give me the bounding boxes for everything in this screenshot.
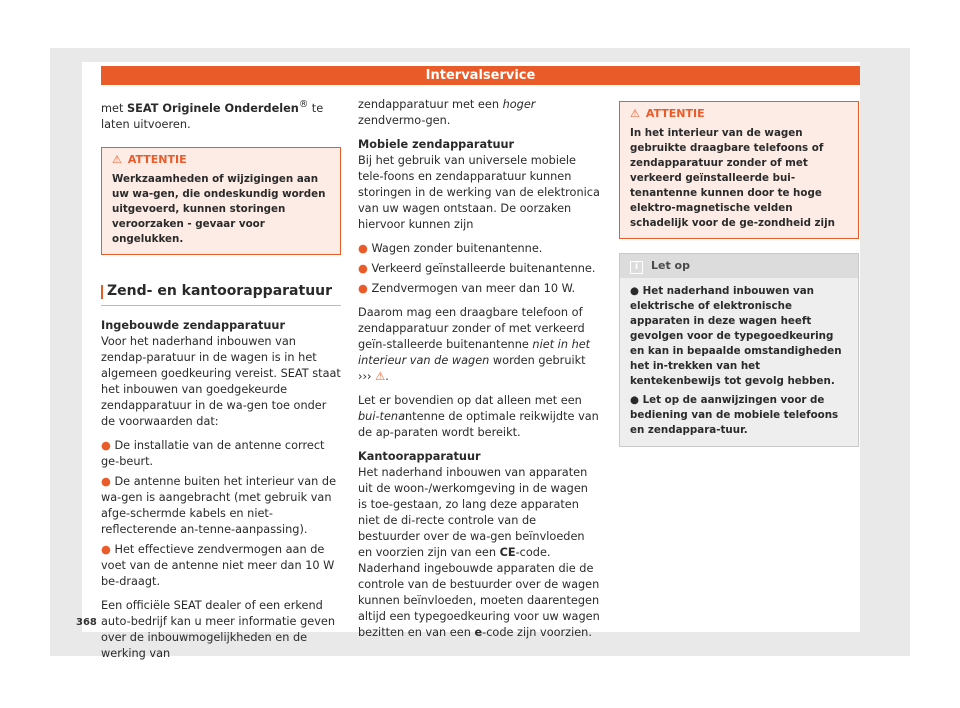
bullet-dot-icon: ● — [358, 282, 368, 295]
page-number: 368 — [76, 617, 97, 628]
paragraph-3 — [358, 393, 600, 441]
e-mark: e — [474, 626, 483, 639]
warning-title: ATTENTIE — [127, 152, 187, 166]
section-title — [101, 283, 341, 299]
ce-mark: CE — [499, 546, 516, 559]
bullet-item — [358, 261, 600, 277]
warning-header — [102, 148, 340, 170]
warning-header — [620, 102, 858, 124]
text: zendapparatuur met een — [358, 98, 503, 111]
text: Let er bovendien op dat alleen met een — [358, 394, 582, 407]
bullet-text: Wagen zonder buitenantenne. — [371, 242, 543, 255]
column-2 — [358, 97, 600, 649]
note-box — [619, 253, 859, 447]
bullet-text: Het effectieve zendvermogen aan de voet van de antenne niet meer dan 10 W be-draagt. — [101, 542, 335, 588]
bullet-dot-icon: ● — [630, 394, 639, 406]
bullet-item — [101, 438, 341, 470]
bullet-item — [358, 241, 600, 257]
note-bullet-text: Het naderhand inbouwen van elektrische of elektronische apparaten in deze wagen heeft gevolgen voor de typegoedkeuring en kan in bepaalde omstandigheden het in-trekken van het kentekenbewijs tot gevolg hebben. — [630, 285, 842, 387]
warning-box-2 — [619, 101, 859, 239]
subheading-ingebouwde: Ingebouwde zendapparatuur — [101, 318, 286, 332]
text: zendvermo-gen. — [358, 114, 451, 127]
paragraph-2: Een officiële SEAT dealer of een erkend auto-bedrijf kan u meer informatie geven over de inbouwmogelijkheden en de werking van — [101, 598, 335, 660]
bullet-dot-icon: ● — [358, 262, 368, 275]
note-bullet — [630, 393, 848, 438]
text: -code zijn voorzien. — [482, 626, 592, 639]
subheading-mobiele: Mobiele zendapparatuur — [358, 138, 515, 151]
note-body — [620, 278, 858, 446]
bullet-text: Verkeerd geïnstalleerde buitenantenne. — [371, 262, 596, 275]
warning-triangle-icon: ⚠ — [630, 107, 640, 120]
section-marker — [101, 285, 103, 299]
section-title-text: Zend- en kantoorapparatuur — [107, 282, 333, 299]
text: Daarom mag een draagbare telefoon of zendapparatuur zonder of met verkeerd geïn-stalleerde buitenantenne — [358, 306, 585, 351]
bullet-text: De installatie van de antenne correct ge-beurt. — [101, 438, 325, 468]
paragraph-1: Bij het gebruik van universele mobiele tele-foons en zendapparatuur kunnen storingen in de werking van de elektronica van uw wagen ontstaan. De oorzaken hiervoor kunnen zijn — [358, 154, 600, 231]
bullet-item — [101, 474, 341, 538]
section-divider — [101, 305, 341, 306]
warning-text: Werkzaamheden of wijzigingen aan uw wa-gen, die ondeskundig worden uitgevoerd, kunnen storingen veroorzaken - gevaar voor ongelukken. — [102, 170, 340, 254]
text-italic: bui-tena — [358, 410, 406, 423]
note-header — [620, 254, 858, 278]
column-1 — [101, 97, 341, 670]
note-bullet — [630, 284, 848, 389]
bullet-text: Zendvermogen van meer dan 10 W. — [371, 282, 576, 295]
text: ntenne de optimale reikwijdte van de ap-paraten wordt bereikt. — [358, 410, 599, 439]
text: Het naderhand inbouwen van apparaten uit de woon-/werkomgeving in de wagen is toe-gestaan, zo lang deze apparaten niet de di-recte controle van de bestuurder over de wa-gen beïnvloeden en voorzien zijn van een — [358, 466, 588, 559]
paragraph-2: Daarom mag een draagbare telefoon of zendapparatuur zonder of met verkeerd geïn-stalleerde buitenantenne niet in het interieur van de wagen worden gebruikt ››› ⚠. — [358, 306, 591, 383]
text: worden gebruikt ››› — [358, 354, 586, 383]
column-3 — [619, 97, 859, 447]
warning-triangle-icon: ⚠ — [112, 152, 122, 166]
bullet-dot-icon: ● — [101, 438, 111, 452]
paragraph-4 — [358, 465, 600, 641]
note-title: Let op — [651, 259, 690, 272]
note-bullet-text: Let op de aanwijzingen voor de bediening van de mobiele telefoons en zendappara-tuur. — [630, 394, 839, 436]
info-icon: i — [630, 261, 643, 274]
intro-paragraph — [101, 97, 341, 133]
warning-title: ATTENTIE — [645, 107, 705, 120]
bullet-text: De antenne buiten het interieur van de wa-gen is aangebracht (met gebruik van afge-schermde kabels en niet-reflecterende an-tenne-aanpassing). — [101, 474, 337, 536]
bullet-dot-icon: ● — [358, 242, 368, 255]
warning-triangle-icon[interactable]: ⚠ — [375, 370, 386, 383]
intro-text-c: te laten uitvoeren. — [101, 101, 324, 131]
text-italic: niet in het interieur van de wagen — [358, 338, 591, 367]
registered-mark: ® — [298, 99, 309, 110]
paragraph-continued — [358, 97, 600, 129]
text: -code. Naderhand ingebouwde apparaten die de controle van de bestuurder over de wagen kunnen beïnvloeden, moeten daarentegen altijd een typegoedkeuring voor uw wagen bezitten en van een — [358, 546, 600, 639]
paragraph-1: Voor het naderhand inbouwen van zendap-paratuur in de wagen is in het algemeen goedkeuring vereist. SEAT staat het inbouwen van goedgekeurde zendapparatuur in de wa-gen toe onder de voorwaarden dat: — [101, 334, 341, 428]
bullet-item — [101, 542, 341, 590]
text-italic: hoger — [502, 98, 536, 111]
warning-box-1 — [101, 147, 341, 255]
subheading-kantoor: Kantoorapparatuur — [358, 450, 481, 463]
intro-text-bold: SEAT Originele Onderdelen — [126, 101, 299, 115]
bullet-dot-icon: ● — [101, 474, 111, 488]
bullet-dot-icon: ● — [630, 285, 639, 297]
warning-text: In het interieur van de wagen gebruikte draagbare telefoons of zendapparatuur zonder of met verkeerd geïnstalleerde bui-tenantenne kunnen door te hoge elektro-magnetische velden schadelijk voor de ge-zondheid zijn — [620, 124, 858, 238]
bullet-item — [358, 281, 600, 297]
intro-text-a: met — [101, 101, 127, 115]
page-header: Intervalservice — [101, 66, 860, 85]
bullet-dot-icon: ● — [101, 542, 111, 556]
